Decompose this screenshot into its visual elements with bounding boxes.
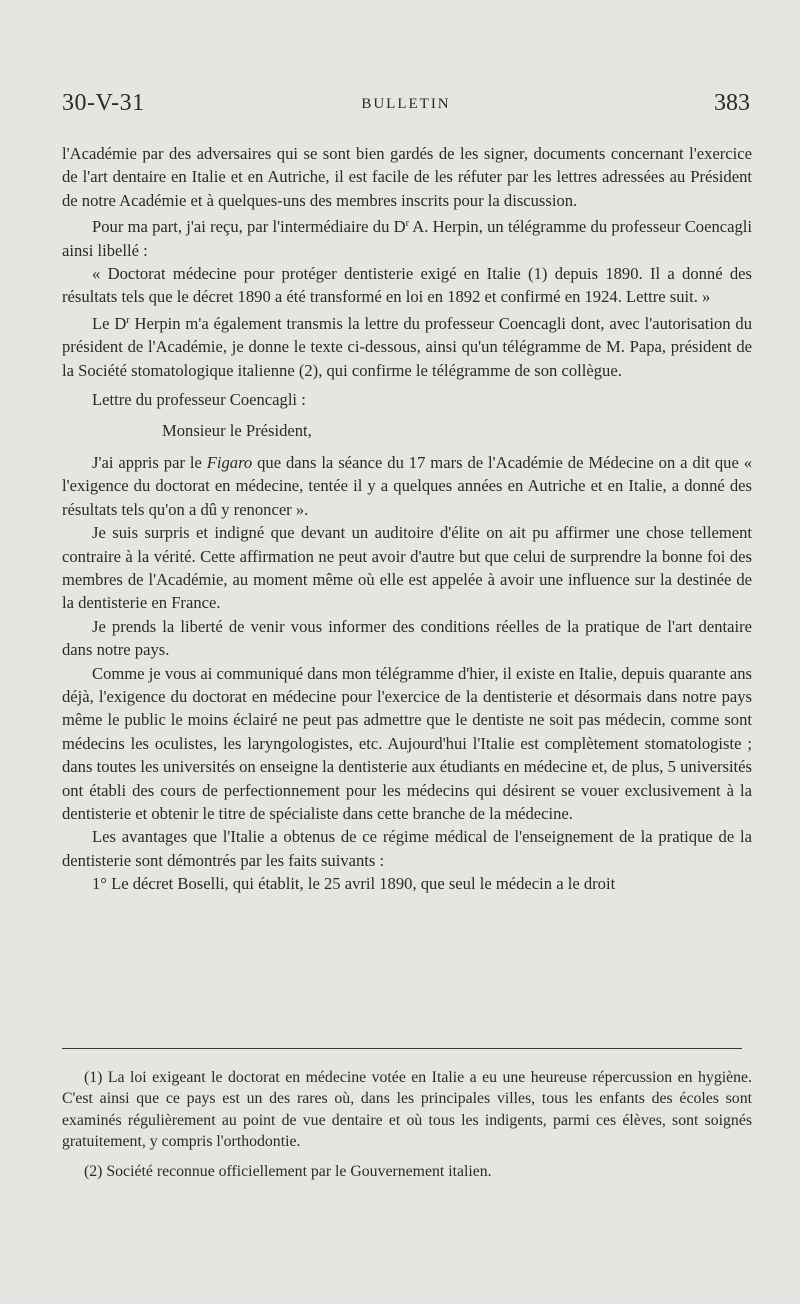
running-header bbox=[62, 90, 750, 124]
paragraph-telegramme-hier: Comme je vous ai communiqué dans mon télégramme d'hier, il existe en Italie, depuis quarante ans déjà, l'exigence du doctorat en médecine pour l'exercice de la dentisterie et désormais dans notre pays même le public le moins éclairé ne peut pas admettre que le dentiste ne soit pas médecin, comme sont médecins les oculistes, les laryngologistes, etc. Aujourd'hui l'Italie est complètement stomatologiste ; dans toutes les universités on enseigne la dentisterie aux étudiants en médecine et, de plus, 5 universités ont établi des cours de perfectionnement pour les médecins qui désirent se vouer exclusivement à la dentisterie et obtenir le titre de spécialiste dans cette branche de la médecine. bbox=[62, 663, 752, 823]
text-segment: Le D bbox=[92, 313, 127, 333]
superscript: r bbox=[405, 218, 409, 230]
footnote-divider bbox=[62, 1048, 742, 1049]
header-date: 30-V-31 bbox=[62, 90, 145, 116]
paragraph-avantages: Les avantages que l'Italie a obtenus de ce régime médical de l'enseignement de la pratique de la dentisterie sont démontrés par les faits suivants : bbox=[62, 827, 752, 870]
paragraph-figaro bbox=[62, 451, 752, 521]
paragraph-letter-intro: Lettre du professeur Coencagli : bbox=[92, 390, 306, 410]
paragraph-liberte: Je prends la liberté de venir vous informer des conditions réelles de la pratique de l'art dentaire dans notre pays. bbox=[62, 616, 752, 660]
text-segment: Herpin m'a également transmis la lettre du professeur Coencagli dont, avec l'autorisation du président de l'Académie, je donne le texte ci-dessous, ainsi qu'un télégramme de M. Papa, président de la Société stomatologique italienne (2), qui confirme le télégramme de son collègue. bbox=[62, 313, 752, 380]
text-segment: J'ai appris par le bbox=[92, 452, 207, 472]
page-number: 383 bbox=[714, 90, 750, 116]
paragraph-decret: 1° Le décret Boselli, qui établit, le 25 avril 1890, que seul le médecin a le droit bbox=[92, 874, 616, 894]
paragraph-telegram: « Doctorat médecine pour protéger dentisterie exigé en Italie (1) depuis 1890. Il a donné des résultats tels que le décret 1890 a été transformé en loi en 1892 et confirmé en 1924. Lettre suit. » bbox=[62, 264, 752, 307]
footnote-2: (2) Société reconnue officiellement par le Gouvernement italien. bbox=[84, 1162, 492, 1180]
paragraph-herpin bbox=[62, 212, 752, 262]
paragraph-transmis bbox=[62, 309, 752, 382]
footnote-1: (1) La loi exigeant le doctorat en médecine votée en Italie a eu une heureuse répercussion en hygiène. C'est ainsi que ce pays est un des rares où, dans les principales villes, tous les enfants des écoles sont examinés régulièrement au point de vue dentaire et où tous les indigents, parmi ces élèves, sont soignés gratuitement, y compris l'orthodontie. bbox=[62, 1069, 752, 1151]
text-segment: A. Herpin, un télégramme du professeur Coencagli ainsi libellé : bbox=[62, 217, 752, 260]
text-segment: que dans la séance du 17 mars de l'Académie de Médecine on a dit que « l'exigence du doctorat en médecine, tentée il y a quelques années en Autriche et en Italie, a donné des résultats tels qu'on a dû y renoncer ». bbox=[62, 452, 753, 519]
letter-salutation: Monsieur le Président, bbox=[162, 421, 312, 441]
italic-title: Figaro bbox=[206, 452, 253, 472]
footnotes bbox=[62, 1067, 752, 1182]
paragraph-surpris: Je suis surpris et indigné que devant un auditoire d'élite on ait pu affirmer une chose tellement contraire à la vérité. Cette affirmation ne peut avoir d'autre but que celui de surprendre la bonne foi des membres de l'Académie, au moment même où elle est appelée à avoir une influence sur la destinée de la dentisterie en France. bbox=[62, 523, 752, 613]
main-text bbox=[62, 142, 752, 896]
header-title: BULLETIN bbox=[361, 96, 451, 112]
superscript: r bbox=[126, 314, 130, 326]
paragraph-continued: l'Académie par des adversaires qui se sont bien gardés de les signer, documents concernant l'exercice de l'art dentaire en Italie et en Autriche, il est facile de les réfuter par les lettres adressées au Président de notre Académie et à quelques-uns des membres inscrits pour la discussion. bbox=[62, 144, 752, 210]
text-segment: Pour ma part, j'ai reçu, par l'intermédiaire du D bbox=[92, 217, 406, 237]
